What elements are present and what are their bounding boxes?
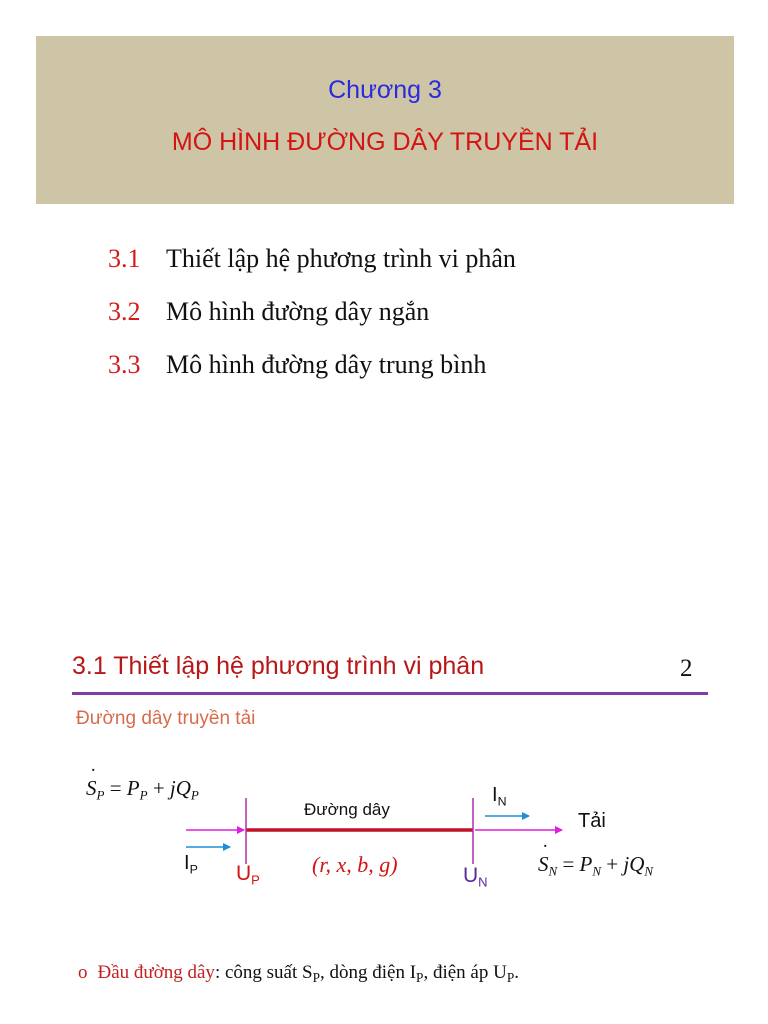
toc-number: 3.1 xyxy=(108,244,141,273)
toc-item-3-2 xyxy=(108,297,429,331)
sending-power-equation: ˙ $S_P = P_P + jQ_P$ xyxy=(86,776,199,804)
current-out-label: $I_N$ xyxy=(492,784,507,809)
heading-underline xyxy=(72,692,708,695)
load-label: Tải xyxy=(578,810,606,832)
toc-text: Mô hình đường dây trung bình xyxy=(166,350,487,379)
subheading: Đường dây truyền tải xyxy=(76,708,256,729)
bullet-mark: o xyxy=(78,962,88,983)
chapter-title-box xyxy=(36,36,734,204)
voltage-in-label: $U_P$ xyxy=(236,862,260,888)
toc-item-3-1 xyxy=(108,244,516,278)
bullet-key: Đầu đường dây xyxy=(97,962,215,983)
transmission-line-diagram xyxy=(0,760,768,910)
chapter-label: Chương 3 xyxy=(328,76,442,104)
bullet-sending-end: o Đầu đường dây: công suất $S_P$, dòng điện $I_P$, điện áp $U_P$. xyxy=(78,962,519,985)
toc-text: Mô hình đường dây ngắn xyxy=(166,297,430,326)
receiving-power-equation: ˙ $S_N = P_N + jQ_N$ xyxy=(538,852,653,880)
toc-item-3-3 xyxy=(108,350,486,384)
section-heading: 3.1 Thiết lập hệ phương trình vi phân xyxy=(72,652,485,680)
toc-text: Thiết lập hệ phương trình vi phân xyxy=(166,244,516,273)
line-parameters: (r, x, b, g) xyxy=(312,852,398,877)
chapter-title: MÔ HÌNH ĐƯỜNG DÂY TRUYỀN TẢI xyxy=(171,128,599,156)
voltage-out-label: $U_N$ xyxy=(463,864,488,890)
current-in-label: $I_P$ xyxy=(184,852,198,877)
line-label: Đường dây xyxy=(304,800,390,819)
toc-number: 3.2 xyxy=(108,297,141,326)
page-number: 2 xyxy=(680,655,693,682)
toc-number: 3.3 xyxy=(108,350,141,379)
